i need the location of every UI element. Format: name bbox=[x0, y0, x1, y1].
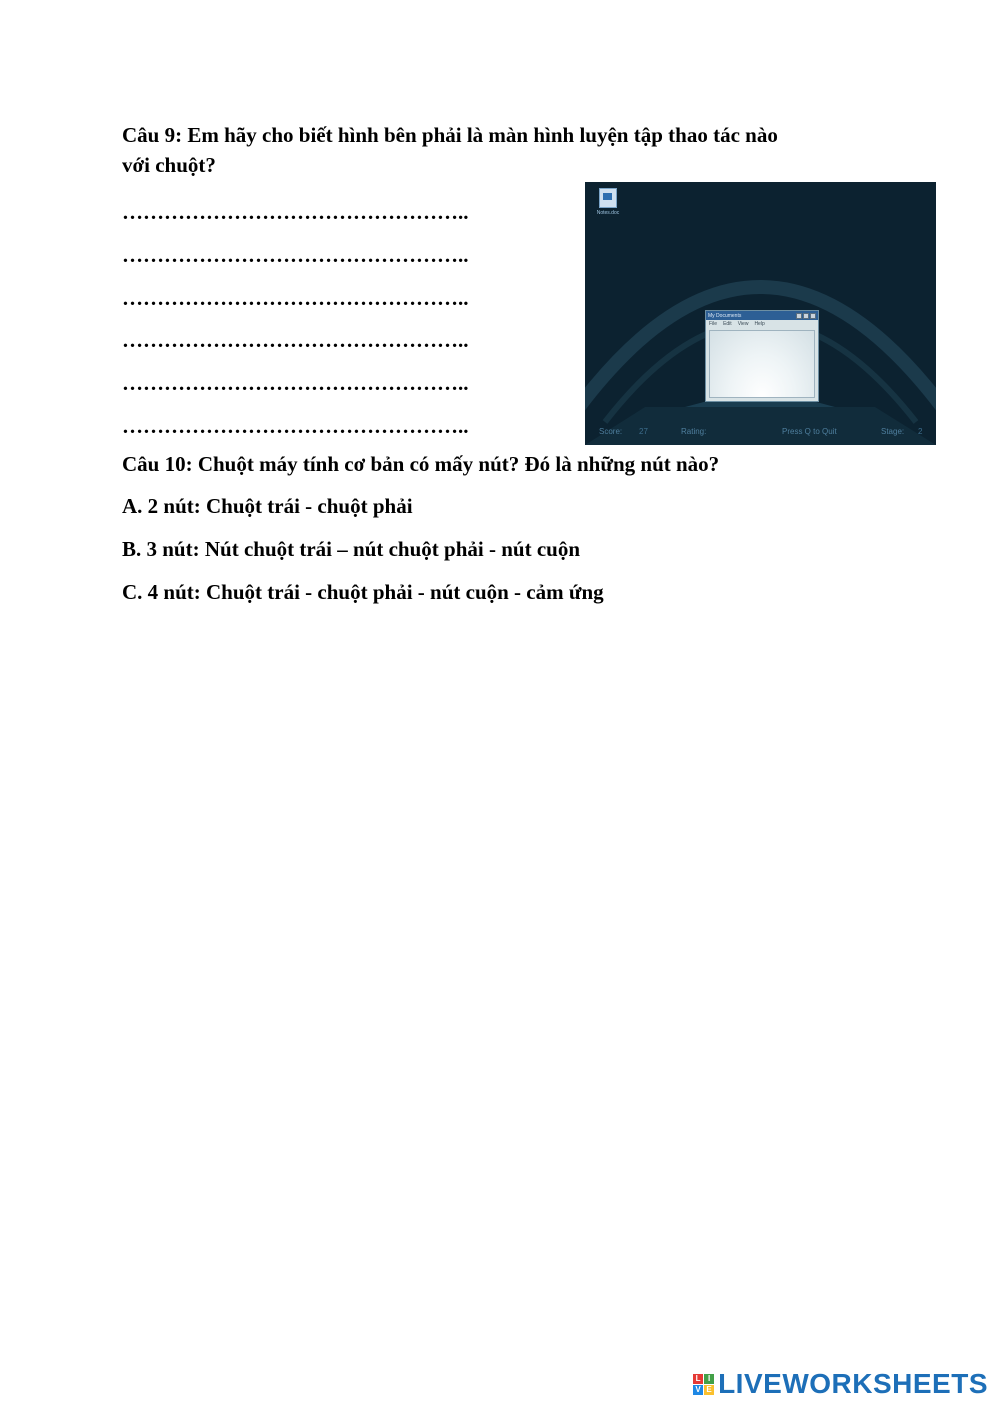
window-title-bar[interactable] bbox=[706, 311, 818, 320]
stage-label: Stage: bbox=[881, 427, 905, 436]
rating-label: Rating: bbox=[681, 427, 707, 436]
liveworksheets-logo bbox=[693, 1374, 714, 1395]
answer-dotted-line[interactable]: ………………………………………….. bbox=[122, 371, 469, 395]
close-icon[interactable] bbox=[810, 313, 816, 319]
logo-letter: V bbox=[693, 1385, 703, 1395]
logo-letter: E bbox=[704, 1385, 714, 1395]
logo-letter: I bbox=[704, 1374, 714, 1384]
question-9-line-1: Câu 9: Em hãy cho biết hình bên phải là màn hình luyện tập thao tác nào bbox=[122, 123, 778, 147]
window-menu-bar bbox=[706, 320, 818, 328]
option-b[interactable]: B. 3 nút: Nút chuột trái – nút chuột phải - nút cuộn bbox=[122, 537, 581, 561]
window-title: My Documents bbox=[708, 312, 742, 319]
answer-dotted-line[interactable]: ………………………………………….. bbox=[122, 414, 469, 438]
window-content bbox=[709, 330, 815, 398]
document-icon bbox=[599, 188, 617, 208]
menu-view[interactable]: View bbox=[737, 321, 749, 327]
score-value: 27 bbox=[639, 427, 648, 436]
logo-letter: L bbox=[693, 1374, 703, 1384]
desktop-document-icon[interactable] bbox=[593, 188, 623, 216]
question-9-line-2: với chuột? bbox=[122, 153, 216, 177]
score-label: Score: bbox=[599, 427, 623, 436]
stage-value: 2 bbox=[918, 427, 923, 436]
liveworksheets-brand bbox=[693, 1368, 988, 1400]
maximize-icon[interactable] bbox=[803, 313, 809, 319]
brand-name: LIVEWORKSHEETS bbox=[718, 1368, 988, 1399]
option-a[interactable]: A. 2 nút: Chuột trái - chuột phải bbox=[122, 494, 413, 518]
option-c[interactable]: C. 4 nút: Chuột trái - chuột phải - nút cuộn - cảm ứng bbox=[122, 580, 604, 604]
mouse-practice-screenshot bbox=[585, 182, 936, 445]
answer-dotted-line[interactable]: ………………………………………….. bbox=[122, 286, 469, 310]
answer-dotted-line[interactable]: ………………………………………….. bbox=[122, 243, 469, 267]
menu-help[interactable]: Help bbox=[754, 321, 765, 327]
menu-file[interactable]: File bbox=[709, 321, 718, 327]
answer-dotted-line[interactable]: ………………………………………….. bbox=[122, 328, 469, 352]
game-status-bar bbox=[585, 427, 936, 439]
question-10: Câu 10: Chuột máy tính cơ bản có mấy nút? Đó là những nút nào? bbox=[122, 452, 720, 476]
minimize-icon[interactable] bbox=[796, 313, 802, 319]
quit-hint: Press Q to Quit bbox=[782, 427, 837, 436]
answer-dotted-line[interactable]: ………………………………………….. bbox=[122, 200, 469, 224]
practice-window[interactable] bbox=[705, 310, 819, 402]
menu-edit[interactable]: Edit bbox=[723, 321, 732, 327]
desktop-icon-label: Notes.doc bbox=[596, 210, 620, 216]
